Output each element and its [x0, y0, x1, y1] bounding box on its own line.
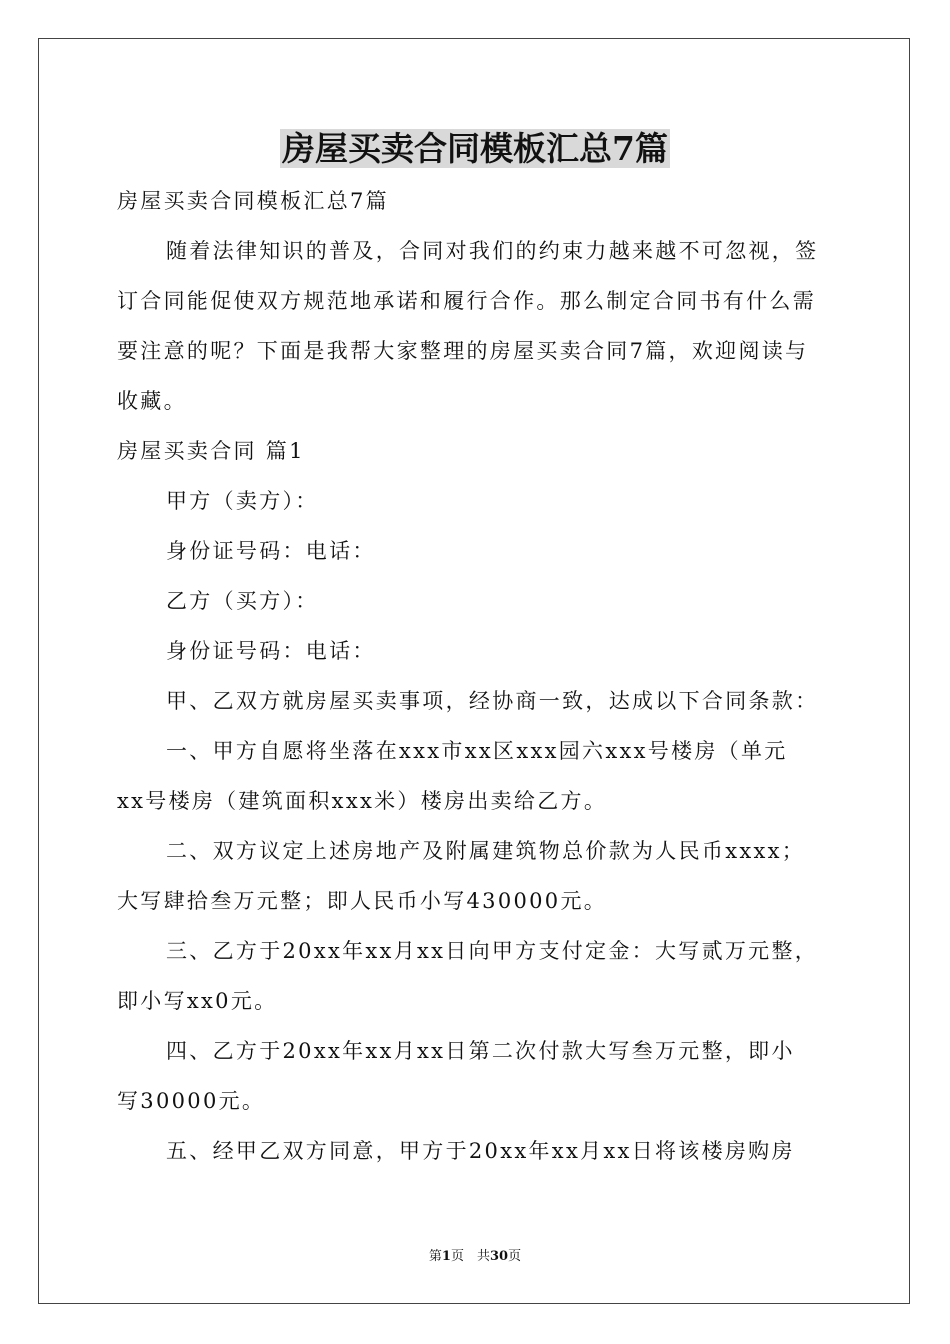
- body-line: 收藏。: [117, 389, 187, 413]
- body-line: 五、经甲乙双方同意，甲方于20xx年xx月xx日将该楼房购房: [166, 1139, 795, 1163]
- body-line: 写30000元。: [117, 1089, 266, 1113]
- body-line: 二、双方议定上述房地产及附属建筑物总价款为人民币xxxx；: [166, 839, 806, 863]
- document-title-text: 房屋买卖合同模板汇总7篇: [282, 129, 668, 168]
- body-line: 订合同能促使双方规范地承诺和履行合作。那么制定合同书有什么需: [117, 289, 816, 313]
- body-line: 随着法律知识的普及，合同对我们的约束力越来越不可忽视，签: [166, 239, 819, 263]
- body-line: 身份证号码：电话：: [166, 639, 376, 663]
- footer-page-number: 1: [441, 1249, 451, 1264]
- body-line: 要注意的呢？下面是我帮大家整理的房屋买卖合同7篇，欢迎阅读与: [117, 339, 809, 363]
- body-line: 乙方（买方）：: [166, 589, 319, 613]
- document-title: [0, 126, 950, 172]
- footer-page-prefix: 第: [428, 1249, 442, 1264]
- body-line: 身份证号码：电话：: [166, 539, 376, 563]
- footer-page-suffix: 页: [508, 1249, 522, 1264]
- body-line: 甲、乙双方就房屋买卖事项，经协商一致，达成以下合同条款：: [166, 689, 819, 713]
- page-footer: [0, 1248, 950, 1266]
- body-line: 大写肆拾叁万元整；即人民币小写430000元。: [117, 889, 608, 913]
- section-heading: 房屋买卖合同 篇1: [117, 439, 305, 463]
- body-line: 即小写xx0元。: [117, 989, 278, 1013]
- footer-page-total: 30: [489, 1249, 509, 1264]
- document-body: [117, 176, 835, 1176]
- body-line: 甲方（卖方）：: [166, 489, 319, 513]
- footer-page-mid: 页 共: [450, 1249, 490, 1264]
- body-line: 一、甲方自愿将坐落在xxx市xx区xxx园六xxx号楼房（单元: [166, 739, 788, 763]
- body-line: 三、乙方于20xx年xx月xx日向甲方支付定金：大写贰万元整，: [166, 939, 819, 963]
- body-line: xx号楼房（建筑面积xxx米）楼房出卖给乙方。: [117, 789, 608, 813]
- body-line: 房屋买卖合同模板汇总7篇: [117, 189, 389, 213]
- body-line: 四、乙方于20xx年xx月xx日第二次付款大写叁万元整，即小: [166, 1039, 795, 1063]
